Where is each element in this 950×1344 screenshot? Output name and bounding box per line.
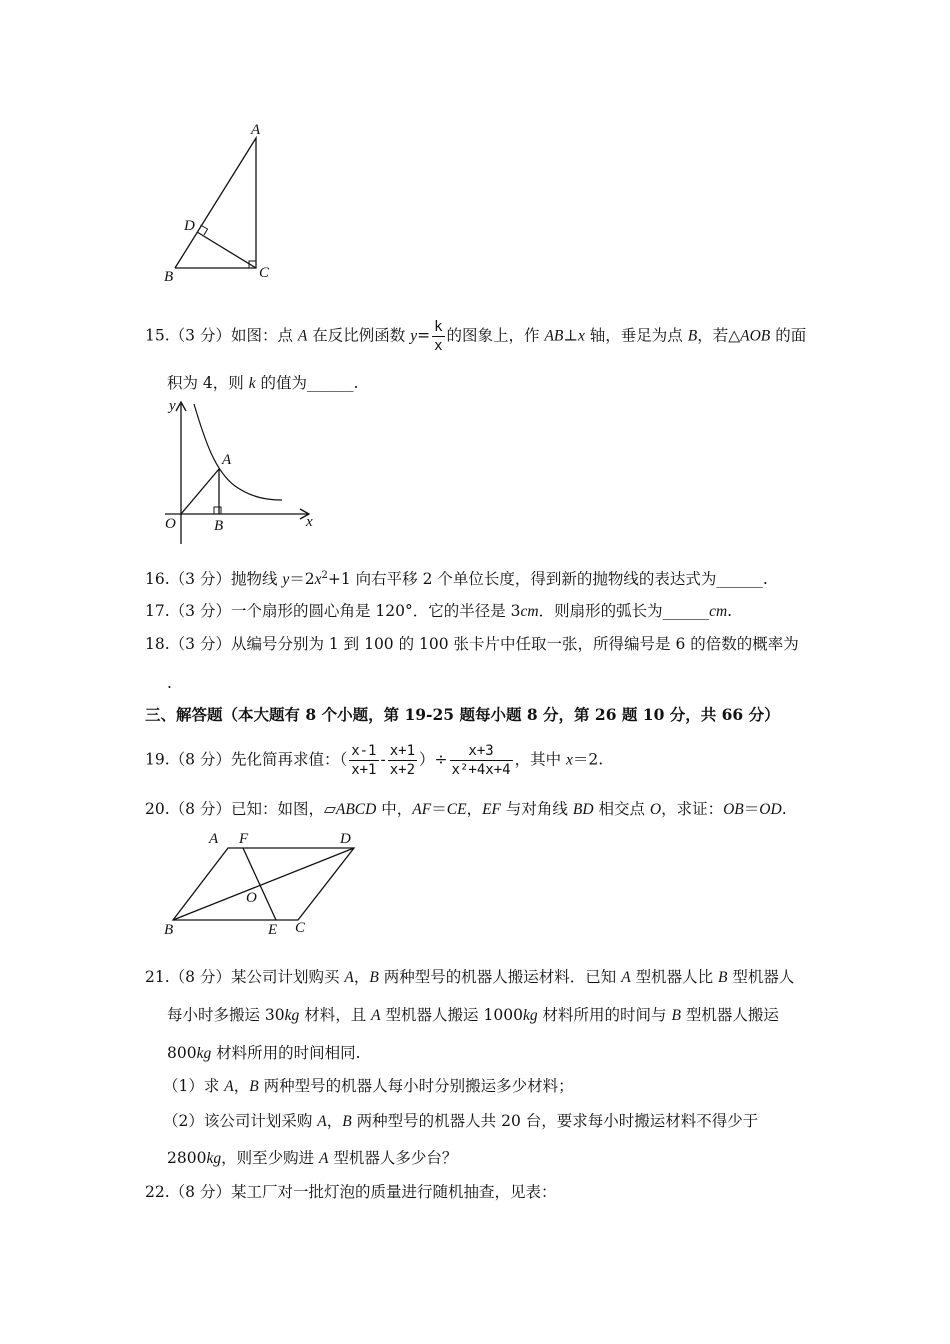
question-21-line1: 21.（8 分）某公司计划购买 A，B 两种型号的机器人搬运材料．已知 A 型机器人比 B 型机器人 xyxy=(145,968,795,986)
label-E: E xyxy=(268,922,278,938)
label-D: D xyxy=(184,218,195,234)
axis-label-x: x xyxy=(306,514,313,530)
label-A: A xyxy=(209,831,219,847)
question-21-sub1: （1）求 A，B 两种型号的机器人每小时分别搬运多少材料； xyxy=(163,1077,574,1095)
axis-label-y: y xyxy=(169,398,176,414)
fraction-3: $\frac{x+3}{\text{x²+4x+4}}$ xyxy=(451,743,511,778)
label-A: A xyxy=(251,122,261,138)
question-17: 17.（3 分）一个扇形的圆心角是 120°．它的半径是 3cm．则扇形的弧长为______cm. xyxy=(145,602,733,620)
question-16: 16.（3 分）抛物线 $y=2x^2+1$ 向右平移 2 个单位长度，得到新的抛物线的表达式为______. xyxy=(145,570,768,589)
label-B: B xyxy=(164,922,174,938)
question-21-sub2-line2: 2800kg，则至少购进 A 型机器人多少台？ xyxy=(167,1149,458,1167)
label-B: B xyxy=(164,269,174,285)
label-O: O xyxy=(246,890,257,906)
fraction-k-over-x: $\frac{k}{x}$ xyxy=(434,319,443,354)
question-18-line2: . xyxy=(167,674,172,692)
hyperbola-figure-15 xyxy=(160,396,320,548)
triangle-figure-14 xyxy=(160,118,290,288)
question-21-sub2: （2）该公司计划采购 A，B 两种型号的机器人共 20 台，要求每小时搬运材料不得少于 xyxy=(163,1112,759,1130)
question-20: 20.（8 分）已知：如图，▱ABCD 中，AF＝CE，EF 与对角线 BD 相交点 O，求证：OB＝OD. xyxy=(145,800,787,818)
label-O: O xyxy=(165,516,176,532)
question-19: 19.（8 分）先化简再求值：（ $\frac{x-1}{x+1}$ - $\frac{x+1}{x+2}$ ）÷ $\frac{x+3}{\text{x²+4x+4}}$ ，其中 x＝2. xyxy=(145,743,604,778)
question-21-line3: 800kg 材料所用的时间相同. xyxy=(167,1044,361,1062)
label-C: C xyxy=(259,265,270,281)
label-A: A xyxy=(222,452,232,468)
fraction-2: $\frac{x+1}{x+2}$ xyxy=(389,743,416,778)
label-B: B xyxy=(214,518,224,534)
question-15-line2: 积为 4，则 k 的值为______. xyxy=(167,374,359,392)
label-F: F xyxy=(239,831,249,847)
parallelogram-figure-20 xyxy=(158,826,368,938)
label-C: C xyxy=(295,920,306,936)
question-22: 22.（8 分）某工厂对一批灯泡的质量进行随机抽查，见表： xyxy=(145,1183,557,1201)
question-18-line1: 18.（3 分）从编号分别为 1 到 100 的 100 张卡片中任取一张，所得编号是 6 的倍数的概率为 xyxy=(145,635,799,653)
section-heading-3: 三、解答题（本大题有 8 个小题，第 19-25 题每小题 8 分，第 26 题 10 分，共 66 分） xyxy=(145,705,780,724)
fraction-1: $\frac{x-1}{x+1}$ xyxy=(351,743,377,778)
question-15-line1: 15.（3 分）如图：点 A 在反比例函数 y= $\frac{k}{x}$ 的图象上，作 AB⊥x 轴，垂足为点 B，若△AOB 的面 xyxy=(145,319,807,354)
question-21-line2: 每小时多搬运 30kg 材料，且 A 型机器人搬运 1000kg 材料所用的时间与 B 型机器人搬运 xyxy=(167,1006,779,1024)
label-D: D xyxy=(340,831,351,847)
